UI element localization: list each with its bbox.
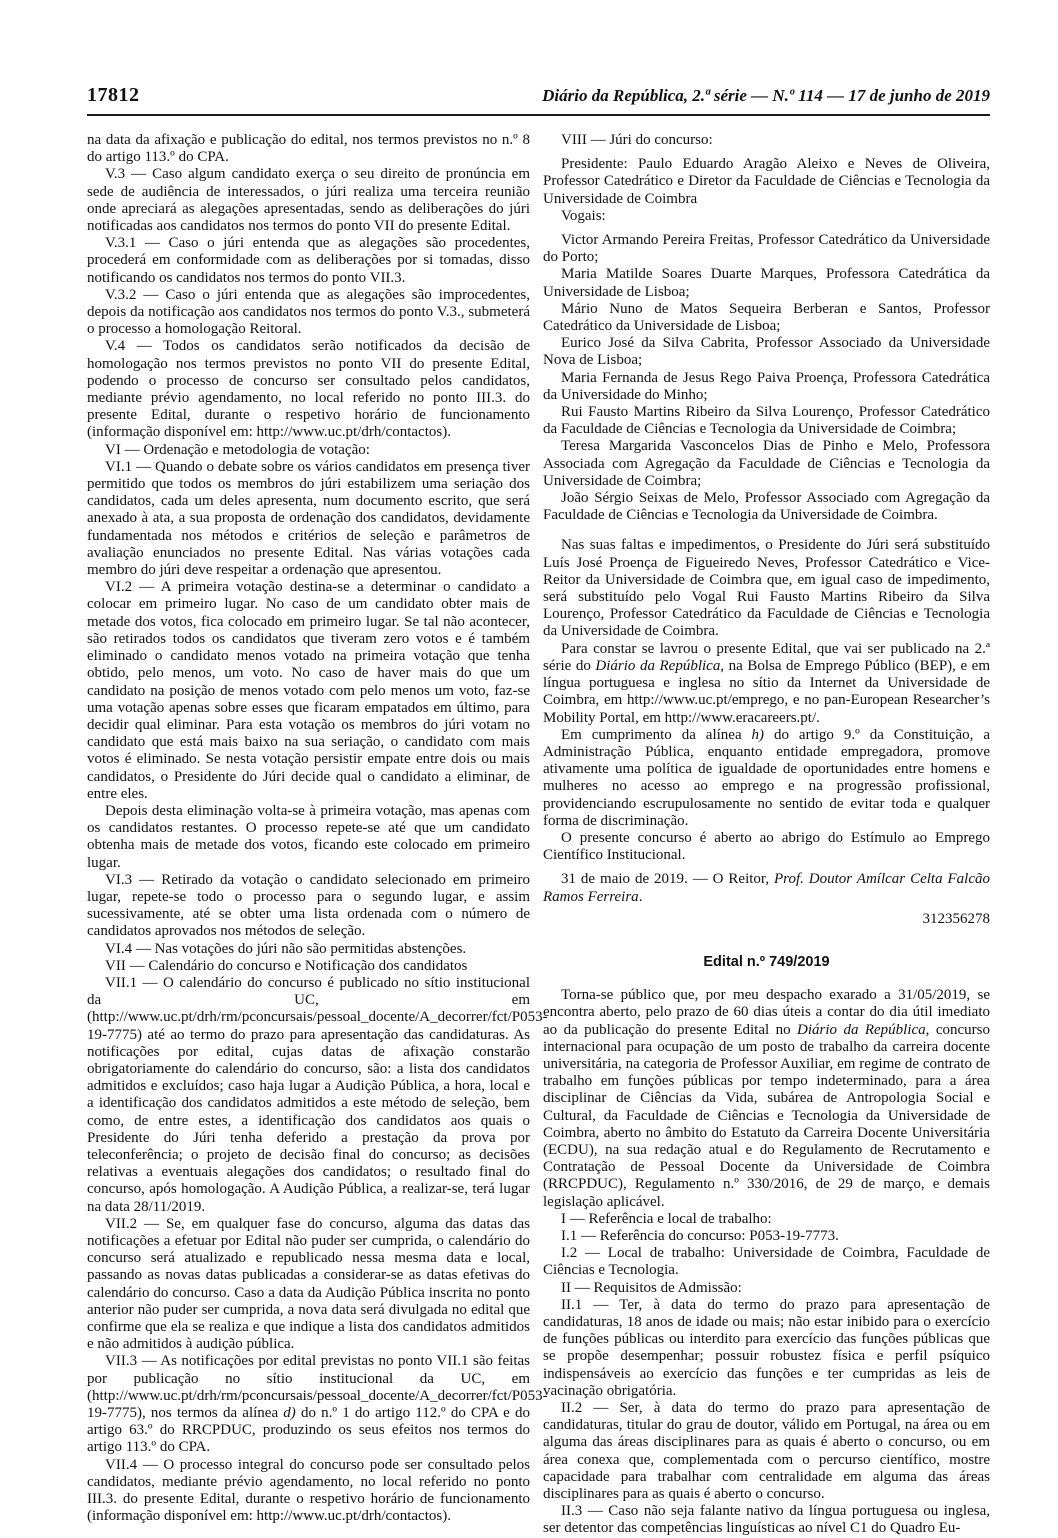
- paragraph: VI.4 — Nas votações do júri não são permitidas abstenções.: [105, 940, 467, 957]
- paragraph: Presidente: Paulo Eduardo Aragão Aleixo e Neves de Oliveira, Professor Catedrático e Diretor da Faculdade de Ciências e Tecnologia da Universidade de Coimbra: [543, 156, 990, 207]
- paragraph: Victor Armando Pereira Freitas, Professor Catedrático da Universidade do Porto;: [543, 232, 990, 266]
- edital-heading: Edital n.º 749/2019: [703, 953, 830, 970]
- paragraph: I.1 — Referência do concurso: P053-19-7773.: [561, 1227, 839, 1244]
- text-run: .: [638, 888, 643, 905]
- paragraph: Mário Nuno de Matos Sequeira Berberan e Santos, Professor Catedrático da Universidade de Lisboa;: [543, 300, 990, 335]
- text-run: , concurso internacional para ocupação de um posto de trabalho da carreira docente universitária, na categoria de Professor Auxiliar, em regime de contrato de trabalho em funções públicas por tempo indeterminado, para a área disciplinar de Ciências da Vida, subárea de Antropologia Social e Cultural, da Faculdade de Ciências e Tecnologia da Universidade de Coimbra, aberto no âmbito do Estatuto da Carreira Docente Universitária (ECDU), na sua redação atual e do Regulamento de Recrutamento e Contratação de Pessoal Docente da Universidade de Coimbra (RRCPDUC), Regulamento n.º 330/2016, de 29 de março, e demais legislação aplicável.: [543, 1021, 990, 1210]
- paragraph: II — Requisitos de Admissão:: [561, 1279, 742, 1296]
- paragraph: I — Referência e local de trabalho:: [561, 1210, 772, 1227]
- text-run: Torna-se público que, por meu despacho exarado a 31/05/2019, se encontra aberto, pelo prazo de 60 dias úteis a contar do dia útil imediato ao da publicação do presente Edital no: [543, 987, 990, 1038]
- text-run: Em cumprimento da alínea: [561, 726, 752, 743]
- italic-run: Prof. Doutor Amílcar Celta Falcão Ramos Ferreira: [543, 871, 990, 905]
- paragraph: [87, 1353, 548, 1456]
- text-run: 31 de maio de 2019. — O Reitor,: [561, 871, 775, 888]
- paragraph: Eurico José da Silva Cabrita, Professor Associado da Universidade Nova de Lisboa;: [543, 335, 990, 369]
- registration-number: 312356278: [922, 910, 990, 927]
- italic-run: d): [283, 1405, 296, 1422]
- paragraph: VI.2 — A primeira votação destina-se a determinar o candidato a colocar em primeiro lugar. No caso de um candidato obter mais de metade dos votos, fica colocado em primeiro lugar. Se tal não acontecer, são retirados todos os candidatos que tiveram zero votos e é também eliminado o candidato menos votado na primeira votação que tenha obtido, pelo menos, um voto. No caso de haver mais do que um candidato na posição de menos votado com pelo menos um voto, faz-se uma votação apenas sobre esses que ficaram empatados em último, para decidir qual eliminar. Para esta votação os membros do júri votam no candidato que está mais baixo na sua seriação, o candidato com mais votos é eliminado. Se nesta votação persistir empate entre dois ou mais candidatos, o Presidente do Júri decide qual o candidato a eliminar, de entre eles.: [87, 579, 530, 802]
- signature-line: [543, 871, 990, 905]
- paragraph: II.3 — Caso não seja falante nativo da língua portuguesa ou inglesa, ser detentor das competências linguísticas ao nível C1 do Quadro Eu-: [543, 1503, 990, 1537]
- paragraph: [543, 641, 990, 727]
- paragraph: Rui Fausto Martins Ribeiro da Silva Lourenço, Professor Catedrático da Faculdade de Ciências e Tecnologia da Universidade de Coimbra;: [543, 404, 990, 438]
- paragraph: Maria Matilde Soares Duarte Marques, Professora Catedrática da Universidade de Lisboa;: [543, 266, 990, 300]
- paragraph: [543, 727, 990, 830]
- page-number: 17812: [87, 84, 140, 106]
- paragraph: Teresa Margarida Vasconcelos Dias de Pinho e Melo, Professora Associada com Agregação da Faculdade de Ciências e Tecnologia da Universidade de Coimbra;: [543, 438, 990, 489]
- journal-title: Diário da República, 2.ª série — N.º 114 — 17 de junho de 2019: [542, 86, 990, 105]
- text-run: Para constar se lavrou o presente Edital, que vai ser publicado na 2.ª série do: [543, 640, 990, 674]
- text-columns: [87, 132, 990, 1538]
- paragraph: Maria Fernanda de Jesus Rego Paiva Proença, Professora Catedrática da Universidade do Minho;: [543, 369, 990, 403]
- text-run: do n.º 1 do artigo 112.º do CPA e do artigo 63.º do RRCPDUC, produzindo os seus efeitos nos termos do artigo 113.º do CPA.: [87, 1405, 530, 1456]
- paragraph: João Sérgio Seixas de Melo, Professor Associado com Agregação da Faculdade de Ciências e Tecnologia da Universidade de Coimbra.: [543, 490, 990, 524]
- italic-run: Diário da República: [797, 1021, 926, 1038]
- paragraph: VII.2 — Se, em qualquer fase do concurso, alguma das datas das notificações a efetuar por Edital não puder ser cumprida, o calendário do concurso será atualizado e republicado nessa mesma data e local, passando as novas datas publicadas a considerar-se as datas efetivas do calendário do concurso. Caso a data da Audição Pública inscrita no ponto anterior não puder ser cumprida, a nova data será divulgada no edital que confirme que ela se realiza e que indique a lista dos candidatos admitidos e não admitidos à audição pública.: [87, 1215, 530, 1353]
- paragraph: V.3.1 — Caso o júri entenda que as alegações são procedentes, procederá em conformidade com as deliberações por si tomadas, disso notificando os candidatos nos termos do ponto VII.3.: [87, 235, 530, 286]
- paragraph: [543, 987, 990, 1211]
- paragraph: VI — Ordenação e metodologia de votação:: [105, 441, 370, 458]
- text-run: VII.3 — As notificações por edital previstas no ponto VII.1 são feitas por publicação no sítio institucional da UC, em (http://www.uc.pt/drh/rm/pconcursais/pessoal_docente/A_decorrer/fct/P053-19-7775), nos termos da alínea: [87, 1353, 548, 1422]
- right-column: [543, 132, 990, 1538]
- paragraph: II.1 — Ter, à data do termo do prazo para apresentação de candidaturas, 18 anos de idade ou mais; não estar inibido para o exercício de funções públicas ou interdito para exercício das funções públicas que se propõe desempenhar; possuir robustez física e perfil psíquico indispensáveis ao exercício das funções e ter cumpridas as leis de vacinação obrigatória.: [543, 1296, 990, 1399]
- text-run: , na Bolsa de Emprego Público (BEP), e em língua portuguesa e inglesa no sítio da Internet da Universidade de Coimbra, em http://www.uc.pt/emprego, e no pan-European Researcher’s Mobility Portal, em http://www.eracareers.pt/.: [543, 657, 990, 726]
- paragraph: VI.3 — Retirado da votação o candidato selecionado em primeiro lugar, repete-se todo o processo para o segundo lugar, e assim sucessivamente, até se obter uma lista ordenada com o número de candidatos aprovados nos métodos de seleção.: [87, 871, 530, 940]
- paragraph: VII.1 — O calendário do concurso é publicado no sítio institucional da UC, em (http://www.uc.pt/drh/rm/pconcursais/pessoal_docente/A_decorrer/fct/P053-19-7775) até ao termo do prazo para apresentação das candidaturas. As notificações por edital, cujas datas de afixação constarão obrigatoriamente do calendário do concurso, são: a lista dos candidatos admitidos e excluídos; caso haja lugar a Audição Pública, a hora, local e a identificação dos candidatos admitidos a este método de seleção, bem como, de entre estes, a identificação dos candidatos aos quais o Presidente do Júri tenha deferido a prestação da prova por teleconferência; o projeto de decisão final do concurso; as decisões relativas a eventuais alegações dos candidatos; o resultado final do concurso, após homologação. A Audição Pública, a realizar-se, terá lugar na data 28/11/2019.: [87, 974, 548, 1215]
- header-rule: [87, 114, 990, 116]
- paragraph: V.4 — Todos os candidatos serão notificados da decisão de homologação nos termos previstos no ponto VII do presente Edital, podendo o processo de concurso ser consultado pelos candidatos, mediante prévio agendamento, no local referido no ponto III.3. do presente Edital, durante o respetivo horário de funcionamento (informação disponível em: http://www.uc.pt/drh/contactos).: [87, 338, 530, 441]
- paragraph: Vogais:: [561, 207, 606, 224]
- paragraph: I.2 — Local de trabalho: Universidade de Coimbra, Faculdade de Ciências e Tecnologia.: [543, 1245, 990, 1279]
- paragraph: O presente concurso é aberto ao abrigo do Estímulo ao Emprego Científico Institucional.: [543, 829, 990, 864]
- italic-run: h): [751, 726, 765, 743]
- paragraph: Nas suas faltas e impedimentos, o Presidente do Júri será substituído Luís José Proença de Figueiredo Neves, Professor Catedrático e Vice-Reitor da Universidade de Coimbra que, em igual caso de impedimento, será substituído pelo Vogal Rui Fausto Martins Ribeiro da Silva Lourenço, Professor Catedrático da Faculdade de Ciências e Tecnologia da Universidade de Coimbra.: [543, 537, 990, 640]
- paragraph: VII — Calendário do concurso e Notificação dos candidatos: [105, 957, 468, 974]
- paragraph: VIII — Júri do concurso:: [561, 132, 713, 148]
- text-run: do artigo 9.º da Constituição, a Administração Pública, enquanto entidade empregadora, promove ativamente uma política de igualdade de oportunidades entre homens e mulheres no acesso ao emprego e na progressão profissional, providenciando escrupulosamente no sentido de evitar toda e qualquer forma de discriminação.: [543, 726, 990, 829]
- left-column: [87, 132, 548, 1538]
- page-header: [87, 84, 990, 107]
- paragraph: II.2 — Ser, à data do termo do prazo para apresentação de candidaturas, titular do grau de doutor, válido em Portugal, na área ou em alguma das áreas disciplinares para as quais é aberto o concurso, ou em área conexa que, complementada com o percurso científico, mostre capacidade para trabalhar com centralidade em alguma das áreas disciplinares para as quais é aberto o concurso.: [543, 1400, 990, 1503]
- paragraph: na data da afixação e publicação do edital, nos termos previstos no n.º 8 do artigo 113.º do CPA.: [87, 132, 530, 166]
- paragraph: V.3 — Caso algum candidato exerça o seu direito de pronúncia em sede de audiência de interessados, o júri realiza uma terceira reunião onde apreciará as alegações apresentadas, sendo as deliberações do júri notificadas aos candidatos nos termos do ponto VII do presente Edital.: [87, 166, 530, 235]
- paragraph: Depois desta eliminação volta-se à primeira votação, mas apenas com os candidatos restantes. O processo repete-se até que um candidato obtenha mais de metade dos votos, ficando este colocado em primeiro lugar.: [87, 802, 530, 871]
- paragraph: VII.4 — O processo integral do concurso pode ser consultado pelos candidatos, mediante prévio agendamento, no local referido no ponto III.3. do presente Edital, durante o respetivo horário de funcionamento (informação disponível em: http://www.uc.pt/drh/contactos).: [87, 1456, 530, 1525]
- paragraph: VI.1 — Quando o debate sobre os vários candidatos em presença tiver permitido que todos os membros do júri estabilizem uma seriação dos candidatos, cada um deles apresenta, num documento escrito, que será anexado à ata, a sua proposta de ordenação dos candidatos, devidamente fundamentada nos métodos e critérios de seleção e parâmetros de avaliação enunciados no presente Edital. Nas várias votações cada membro do júri deve respeitar a ordenação que apresentou.: [87, 458, 530, 579]
- paragraph: V.3.2 — Caso o júri entenda que as alegações são improcedentes, depois da notificação aos candidatos nos termos do ponto V.3., submeterá o processo a homologação Reitoral.: [87, 286, 530, 338]
- italic-run: Diário da República: [595, 657, 721, 674]
